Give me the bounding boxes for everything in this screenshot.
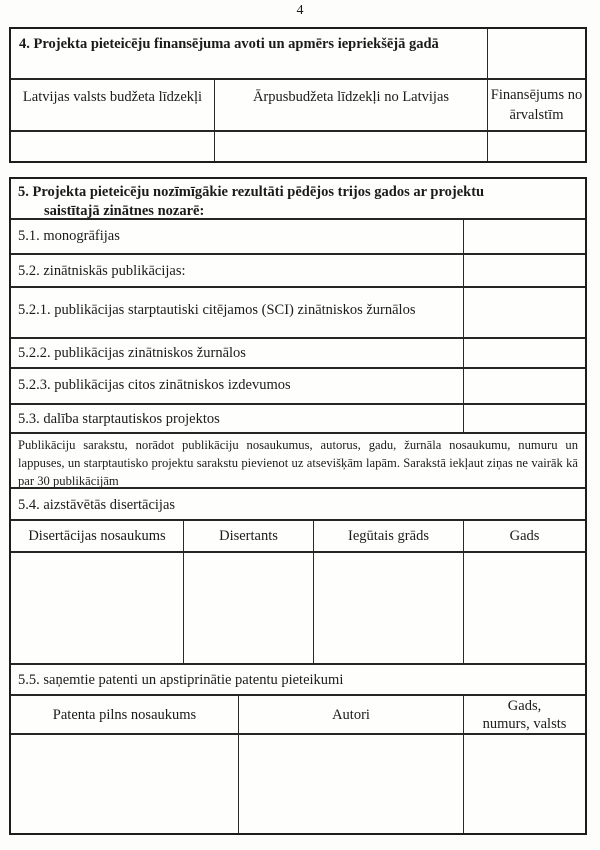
row-5-5 [11,663,585,694]
dissertation-value-cell-1 [11,553,183,663]
row-5-4-label: 5.4. aizstāvētās disertācijas [18,497,176,513]
row-5-5-label: 5.5. saņemtie patenti un apstiprinātie patentu pieteikumi [18,672,344,688]
patent-col1-header: Patenta pilns nosaukums [52,706,197,723]
section5-table [9,177,587,835]
result-row-5-2-3-value-cell [463,369,585,403]
dissertation-col2-header: Disertants [183,521,313,551]
section4-value-cell-3 [487,132,585,161]
dissertation-header-row [11,519,585,551]
patent-header-row [11,694,585,733]
row-5-4 [11,487,585,519]
patent-col3-header-line2: numurs, valsts [482,715,567,732]
section4-table [9,27,587,163]
patent-value-cell-2 [238,735,463,833]
result-row-5-2-2-value-cell [463,339,585,367]
result-row-5-2 [11,253,585,286]
page-number: 4 [296,3,304,18]
patent-col3-header-line1: Gads, [507,697,542,714]
dissertation-value-cell-4 [463,553,585,663]
publications-note: Publikāciju sarakstu, norādot publikāciju nosaukumus, autorus, gadu, žurnāla nosaukumu, numuru un lappuses, un starptautisko projektu sarakstu pievienot uz atsevišķām lapām. Sarakstā iekļaut ziņas ne vairāk kā par 30 publikācijām [18,438,578,487]
section4-header-row [11,78,585,130]
result-row-5-2-3 [11,367,585,403]
section4-value-cell-2 [214,132,487,161]
dissertation-col4-header: Gads [463,521,585,551]
patent-value-cell-1 [11,735,238,833]
result-row-5-3-value-cell [463,405,585,432]
dissertation-value-cell-3 [313,553,463,663]
patent-col3-header [463,696,585,733]
section5-title-row [11,179,585,218]
dissertation-col1-header: Disertācijas nosaukums [28,528,166,544]
result-row-5-2-3-label: 5.2.3. publikācijas citos zinātniskos izdevumos [18,377,291,393]
section4-col2-header: Ārpusbudžeta līdzekļi no Latvijas [214,80,487,130]
patent-value-row [11,733,585,833]
dissertation-value-row [11,551,585,663]
section4-value-row [11,130,585,161]
result-row-5-1-label: 5.1. monogrāfijas [18,228,120,244]
section4-title-value-cell [487,29,585,78]
patent-col2-header: Autori [238,696,463,733]
result-row-5-2-label: 5.2. zinātniskās publikācijas: [18,263,186,279]
result-row-5-3-label: 5.3. dalība starptautiskos projektos [18,411,220,427]
result-row-5-2-value-cell [463,255,585,286]
result-row-5-2-1-value-cell [463,288,585,337]
result-row-5-1 [11,218,585,253]
section4-col1-header: Latvijas valsts budžeta līdzekļi [22,89,203,105]
section4-value-cell-1 [11,132,214,161]
result-row-5-2-1 [11,286,585,337]
dissertation-value-cell-2 [183,553,313,663]
section4-col3-header: Finansējums no ārvalstīm [487,80,585,130]
section4-title: 4. Projekta pieteicēju finansējuma avoti un apmērs iepriekšējā gadā [19,36,439,52]
result-row-5-2-1-label [11,288,463,337]
dissertation-col3-header: Iegūtais grāds [313,521,463,551]
result-row-5-2-1-text: 5.2.1. publikācijas starptautiski citējamos (SCI) zinātniskos žurnālos [18,302,416,318]
result-row-5-2-2-label: 5.2.2. publikācijas zinātniskos žurnālos [18,345,246,361]
section4-title-row [11,29,585,78]
publications-note-row [11,432,585,487]
patent-value-cell-3 [463,735,585,833]
section5-title-line2: saistītajā zinātnes nozarē: [44,203,205,218]
section5-title [11,179,585,218]
result-row-5-1-value-cell [463,220,585,253]
result-row-5-2-2 [11,337,585,367]
section5-title-line1: 5. Projekta pieteicēju nozīmīgākie rezultāti pēdējos trijos gados ar projektu [18,184,485,200]
result-row-5-3 [11,403,585,432]
